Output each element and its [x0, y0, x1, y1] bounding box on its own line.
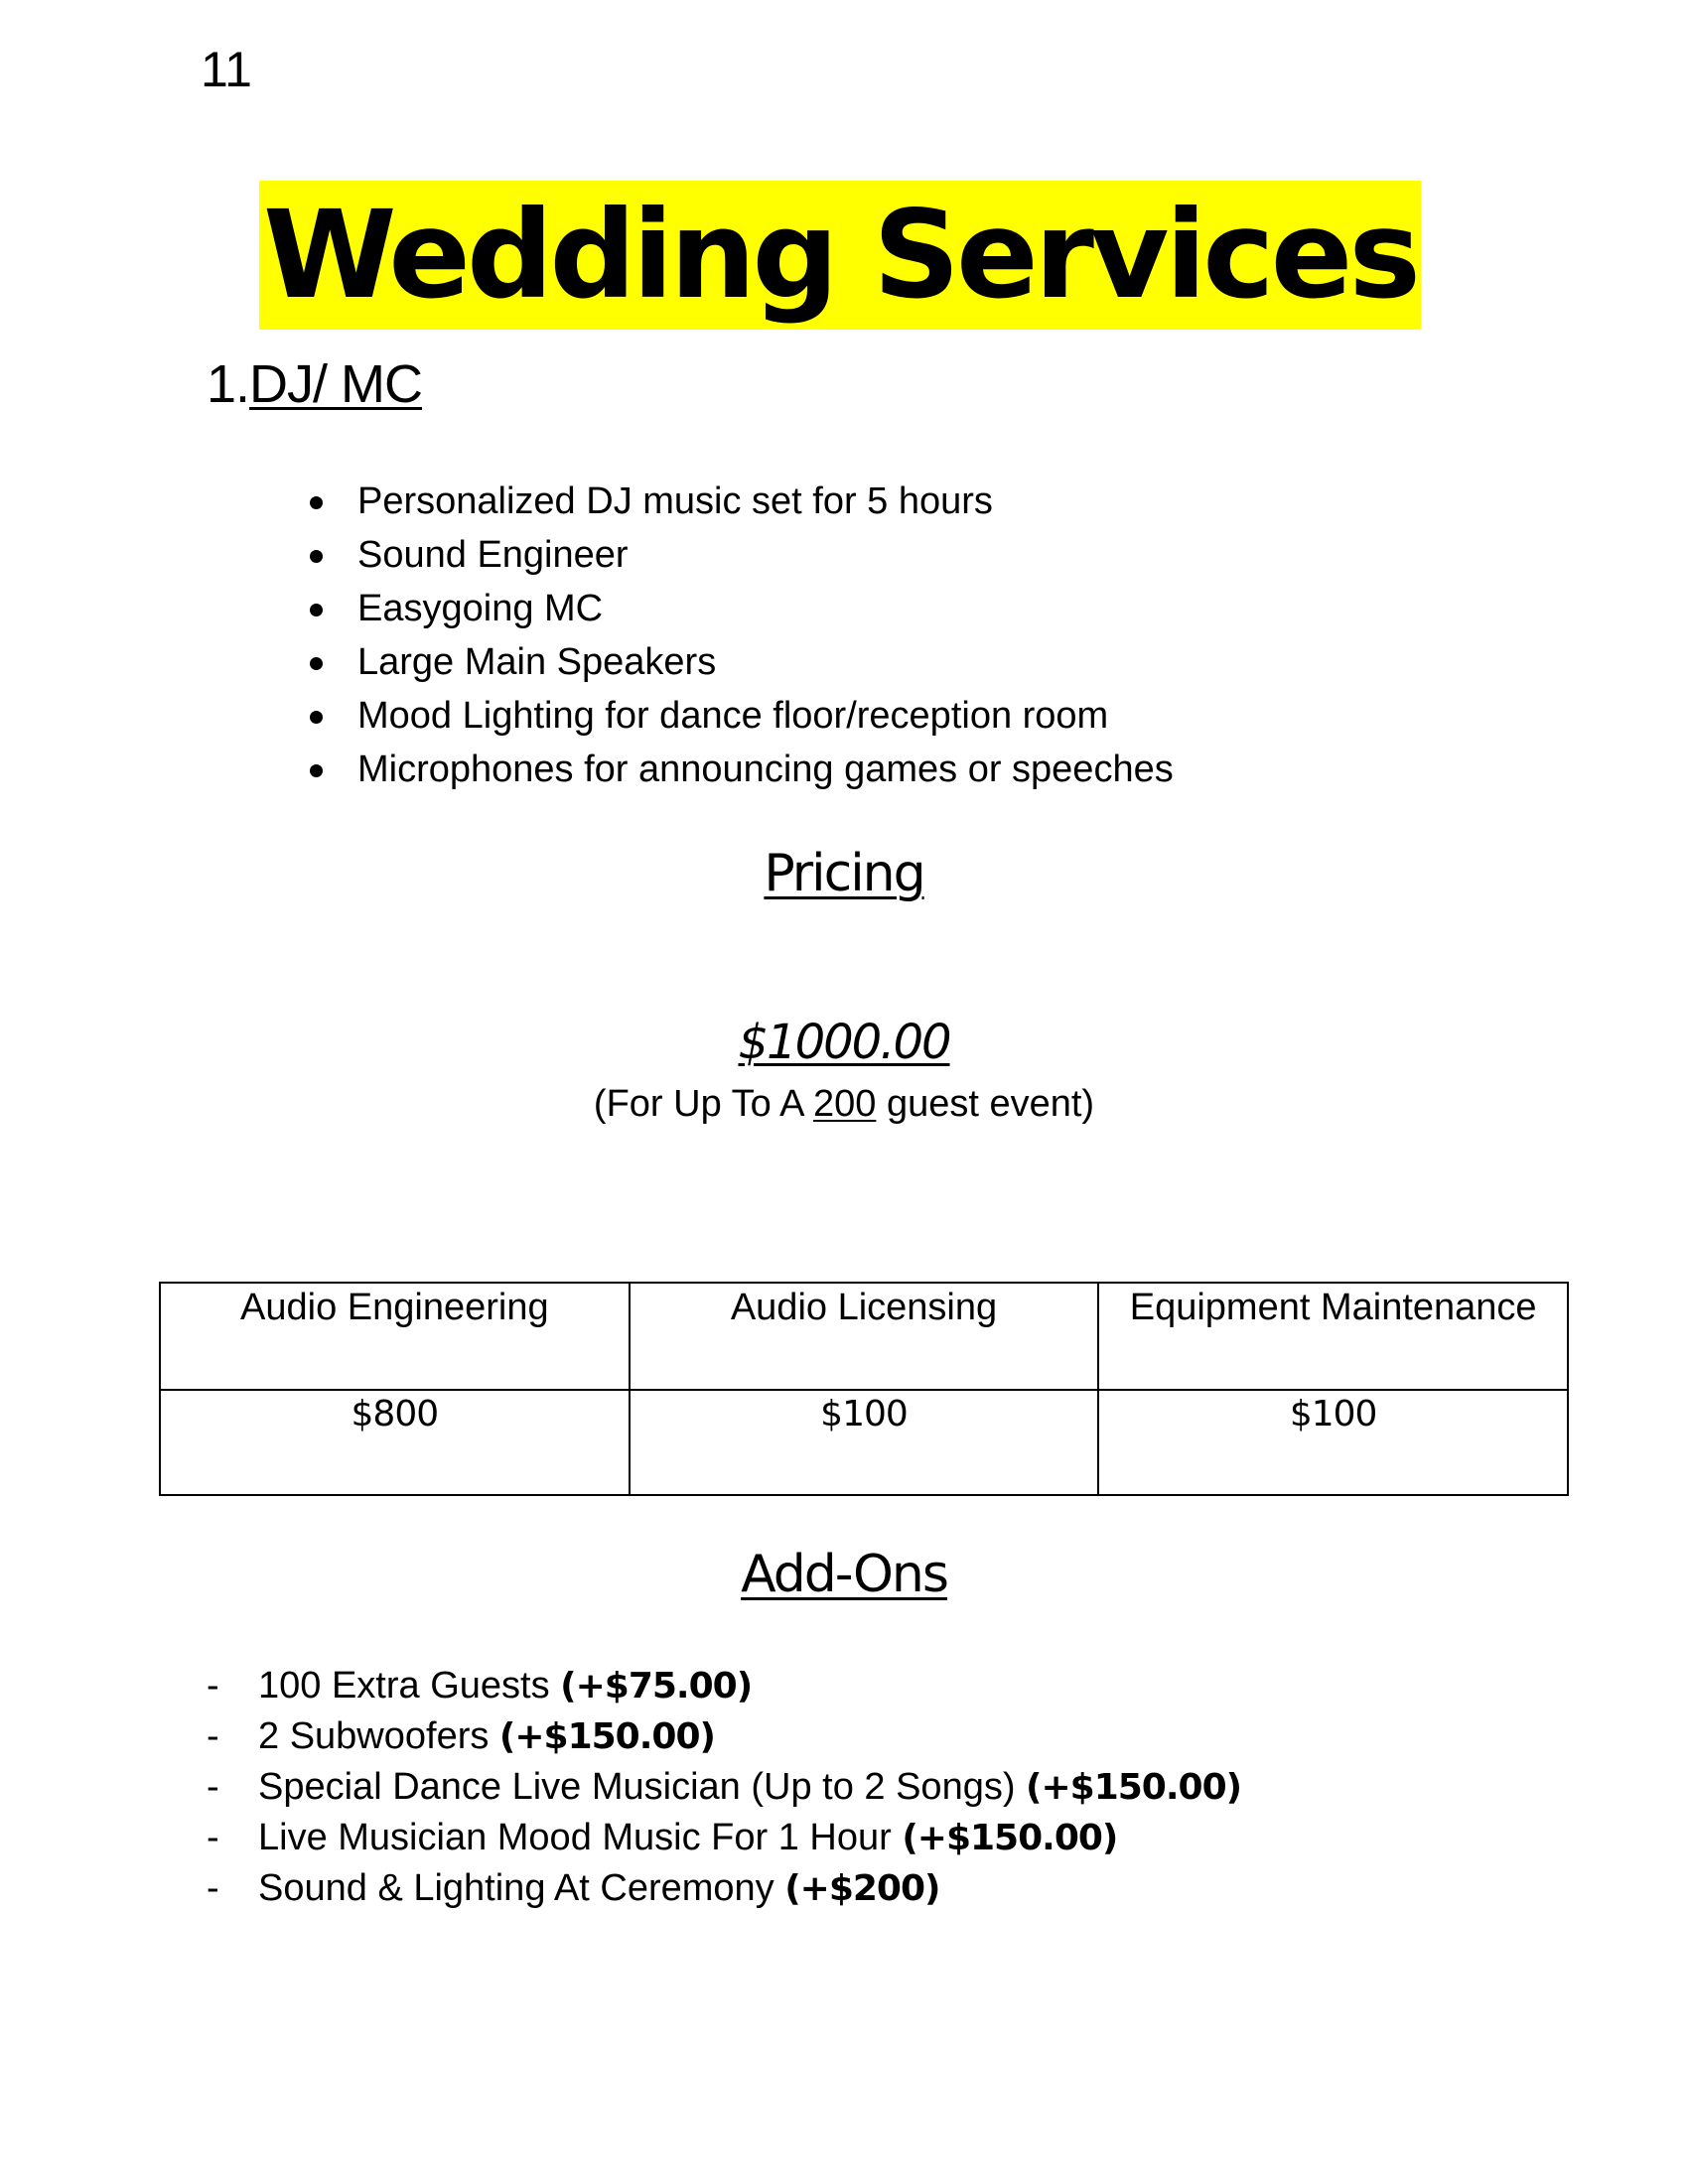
table-header-cell: Audio Engineering — [160, 1283, 630, 1390]
list-item — [207, 1762, 1241, 1813]
bullet-icon — [310, 496, 323, 509]
table-value-cell: $800 — [160, 1390, 630, 1495]
list-item — [207, 1813, 1241, 1863]
addon-price: (+$200) — [784, 1868, 940, 1909]
section-heading — [207, 352, 422, 416]
package-price: $1000.00 — [738, 1015, 950, 1070]
addon-label: 100 Extra Guests — [258, 1665, 561, 1706]
addon-price: (+$150.00) — [902, 1818, 1118, 1858]
table-value-cell: $100 — [630, 1390, 1099, 1495]
section-number: 1. — [207, 354, 250, 414]
addon-price: (+$150.00) — [1026, 1767, 1242, 1808]
table-row — [160, 1283, 1568, 1390]
feature-text: Personalized DJ music set for 5 hours — [357, 480, 993, 522]
table-value-cell: $100 — [1098, 1390, 1568, 1495]
bullet-icon — [310, 764, 323, 777]
addon-label: Special Dance Live Musician (Up to 2 Songs) — [258, 1766, 1027, 1808]
list-item — [308, 582, 1174, 635]
price-breakdown-table — [159, 1282, 1569, 1496]
title-block — [0, 181, 1688, 330]
addons-heading-row — [0, 1543, 1688, 1606]
list-item — [308, 743, 1174, 796]
feature-list — [308, 475, 1174, 796]
bullet-icon — [310, 550, 323, 563]
addon-label: Live Musician Mood Music For 1 Hour — [258, 1817, 903, 1858]
price-note-before: (For Up To A — [593, 1083, 813, 1125]
pricing-heading: Pricing — [764, 844, 924, 903]
feature-text: Mood Lighting for dance floor/reception room — [357, 695, 1109, 737]
addon-label: 2 Subwoofers — [258, 1715, 499, 1757]
dash-marker: - — [207, 1665, 219, 1706]
addon-price: (+$75.00) — [560, 1666, 753, 1706]
section-name: DJ/ MC — [249, 354, 423, 414]
feature-text: Large Main Speakers — [357, 641, 717, 683]
list-item — [308, 689, 1174, 743]
feature-text: Sound Engineer — [357, 534, 629, 576]
dash-marker: - — [207, 1715, 219, 1757]
addons-list — [207, 1661, 1241, 1914]
bullet-icon — [310, 711, 323, 724]
addon-price: (+$150.00) — [498, 1716, 715, 1757]
dash-marker: - — [207, 1867, 219, 1909]
list-item — [207, 1863, 1241, 1914]
list-item — [207, 1661, 1241, 1711]
price-note-after: guest event) — [876, 1083, 1095, 1125]
bullet-icon — [310, 657, 323, 670]
dash-marker: - — [207, 1766, 219, 1808]
table-row — [160, 1390, 1568, 1495]
feature-text: Easygoing MC — [357, 588, 604, 629]
addon-label: Sound & Lighting At Ceremony — [258, 1867, 785, 1909]
table-header-cell: Audio Licensing — [630, 1283, 1099, 1390]
bullet-icon — [310, 604, 323, 616]
list-item — [207, 1711, 1241, 1762]
table-header-cell: Equipment Maintenance — [1098, 1283, 1568, 1390]
feature-text: Microphones for announcing games or speeches — [357, 749, 1174, 790]
dash-marker: - — [207, 1817, 219, 1858]
price-row — [0, 1013, 1688, 1072]
guest-count: 200 — [812, 1083, 877, 1125]
pricing-heading-row — [0, 842, 1688, 905]
list-item — [308, 475, 1174, 528]
list-item — [308, 635, 1174, 689]
addons-heading: Add-Ons — [741, 1545, 947, 1604]
page-number: 11 — [201, 42, 252, 97]
list-item — [308, 528, 1174, 582]
price-note — [0, 1080, 1688, 1128]
page-title: Wedding Services — [259, 181, 1421, 330]
